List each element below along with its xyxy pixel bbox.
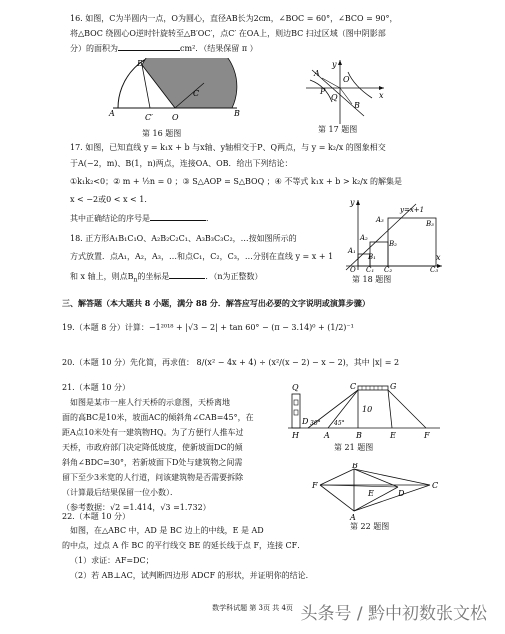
fig17-label-b: B (354, 101, 360, 110)
q21-line8: （参考数据：√2 =1.414，√3 =1.732） (62, 503, 211, 512)
q17-line1: 17. 如图，已知直线 y = k₁x + b 与x轴、y轴相交于P、Q两点，与 y = k₂/x 的图象相交 (70, 143, 386, 152)
q18-line1: 18. 正方形A₁B₁C₁O、A₂B₂C₂C₁、A₃B₃C₃C₂，…按如图所示的 (70, 234, 297, 243)
q22-line4: （2）若 AB⊥AC，试判断四边形 ADCF 的形状，并证明你的结论． (70, 571, 314, 580)
q16-answer-blank[interactable] (118, 50, 180, 51)
fig22-label-d: D (398, 489, 405, 498)
figure-21 (286, 380, 442, 442)
fig21-angle-30: 30° (310, 420, 321, 427)
fig21-label-b: B (356, 431, 362, 440)
fig18-label-c2: C₂ (384, 266, 393, 272)
q21-line1: 如图是某市一座人行天桥的示意图，天桥离地 (70, 398, 230, 407)
q16-line1: 16. 如图，C为半圆内一点，O为圆心，直径AB长为2cm，∠BOC = 60°，∠BCO = 90°， (70, 14, 398, 23)
fig17-label-p: P (320, 87, 326, 96)
fig18-label-c1: C₁ (366, 266, 375, 272)
fig21-label-e: E (390, 431, 396, 440)
q17-line4: x < −2或0 < x < 1． (70, 195, 153, 204)
q21-line7: （计算最后结果保留一位小数）． (62, 488, 178, 497)
fig18-label-a1: A₁ (348, 247, 356, 255)
q16-line3: 分）的面积为 cm²．（结果保留 π ） (70, 44, 258, 53)
fig16-label-a: A (109, 109, 115, 118)
fig16-label-bprime: B′ (137, 59, 145, 68)
fig17-label-q: Q (331, 93, 338, 102)
fig21-label-h: H (292, 431, 299, 440)
fig21-label-d: D (302, 417, 309, 426)
q21-line5: 斜角∠BDC=30°，若新坡面下D处与建筑物之间需 (62, 458, 243, 467)
q18-line3: 和 x 轴上，则点$B_n$的坐标是 ．（n为正整数） (70, 272, 263, 284)
fig21-angle-45: 45° (334, 420, 345, 427)
q21-line6: 留下至少3米宽的人行道，问该建筑物是否需要拆除 (62, 473, 244, 482)
q17-line3: ①k₁k₂<0；② m + ½n = 0 ；③ S△AOP = S△BOQ ；④ 不等式 k₁x + b > k₂/x 的解集是 (70, 177, 402, 186)
q21-line4: 天桥，市政府部门决定降低坡度，使新坡面DC的倾 (62, 443, 243, 452)
fig21-label-c: C (350, 382, 357, 391)
fig18-label-a2: A₂ (360, 234, 368, 242)
figure-17 (302, 58, 387, 126)
fig21-label-f: F (424, 431, 430, 440)
fig17-label-o: O (343, 75, 350, 84)
fig17-caption: 第 17 题图 (318, 125, 358, 134)
watermark: 头条号 / 黔中初数张文松 (300, 604, 487, 624)
fig16-label-c: C (193, 89, 200, 98)
fig17-label-y: y (332, 60, 337, 69)
fig21-label-a: A (324, 431, 330, 440)
fig22-label-f: F (312, 481, 318, 490)
fig18-label-a3: A₃ (376, 216, 384, 224)
fig18-label-b2: B₂ (389, 240, 397, 248)
q22-header: 22.（本题 10 分） (62, 512, 130, 521)
fig17-label-x: x (379, 91, 384, 100)
fig21-height-label: 10 (362, 405, 373, 414)
fig16-caption: 第 16 题图 (142, 129, 182, 138)
q21-header: 21.（本题 10 分） (62, 383, 130, 392)
q22-line2: 的中点，过点 A 作 BC 的平行线交 BE 的延长线于点 F，连接 CF． (62, 541, 306, 550)
figure-16 (105, 58, 240, 128)
q21-line2: 面的高BC是10米，坡面AC的倾斜角∠CAB=45°，在 (62, 413, 254, 422)
q22-line3: （1）求证：AF=DC； (70, 556, 154, 565)
fig22-caption: 第 22 题图 (350, 522, 390, 531)
q16-line2: 将△BOC 绕圆心O逆时针旋转至△B′OC′，点C′ 在OA上，则边BC 扫过区域（图中阴影部 (70, 29, 386, 38)
q21-line3: 距A点10米处有一建筑物HQ。为了方便行人推车过 (62, 428, 244, 437)
section-3-header: 三、解答题（本大题共 8 小题，满分 88 分．解答应写出必要的文字说明或演算步骤） (62, 298, 370, 308)
fig22-label-b: B (352, 463, 358, 470)
fig18-line-label: y=x+1 (400, 206, 425, 214)
fig18-label-x: x (436, 253, 441, 262)
fig21-label-q: Q (292, 383, 299, 392)
page-footer: 数学科试题 第 3页 共 4页 (212, 604, 293, 612)
q22-line1: 如图，在△ABC 中，AD 是 BC 边上的中线，E 是 AD (70, 526, 264, 535)
fig18-caption: 第 18 题图 (352, 275, 392, 284)
fig22-label-c: C (432, 481, 438, 490)
q17-answer-blank[interactable] (150, 220, 206, 221)
fig18-label-o: O (350, 266, 356, 272)
q18-line2: 方式放置．点A₁，A₂，A₃，…和点C₁，C₂，C₃，…分别在直线 y = x + 1 (70, 252, 334, 261)
fig16-label-o: O (172, 113, 179, 122)
q19-text: 19.（本题 8 分）计算：−1²⁰¹⁸ + |√3 − 2| + tan 60° − (π − 3.14)⁰ + (1/2)⁻¹ (62, 323, 354, 332)
fig21-label-g: G (390, 382, 397, 391)
fig18-label-y: y (350, 198, 355, 207)
fig22-label-e: E (368, 489, 374, 498)
fig16-label-cprime: C′ (145, 113, 153, 122)
fig16-label-b: B (234, 109, 240, 118)
q18-answer-blank[interactable] (169, 278, 205, 279)
fig18-label-b1: B₁ (368, 253, 376, 261)
fig17-label-a: A (314, 69, 320, 78)
fig21-caption: 第 21 题图 (334, 443, 374, 452)
q20-text: 20.（本题 10 分）先化简，再求值： 8/(x² − 4x + 4) ÷ (x²/(x − 2) − x − 2)，其中 |x| = 2 (62, 358, 400, 367)
q17-line2: 于A(−2，m)、B(1，n)两点，连接OA、OB．给出下列结论： (70, 159, 293, 168)
fig18-label-b3: B₃ (426, 220, 434, 228)
fig22-label-a: A (350, 513, 356, 521)
fig18-label-c3: C₃ (430, 266, 439, 272)
q17-line5: 其中正确结论的序号是 ． (70, 214, 214, 223)
